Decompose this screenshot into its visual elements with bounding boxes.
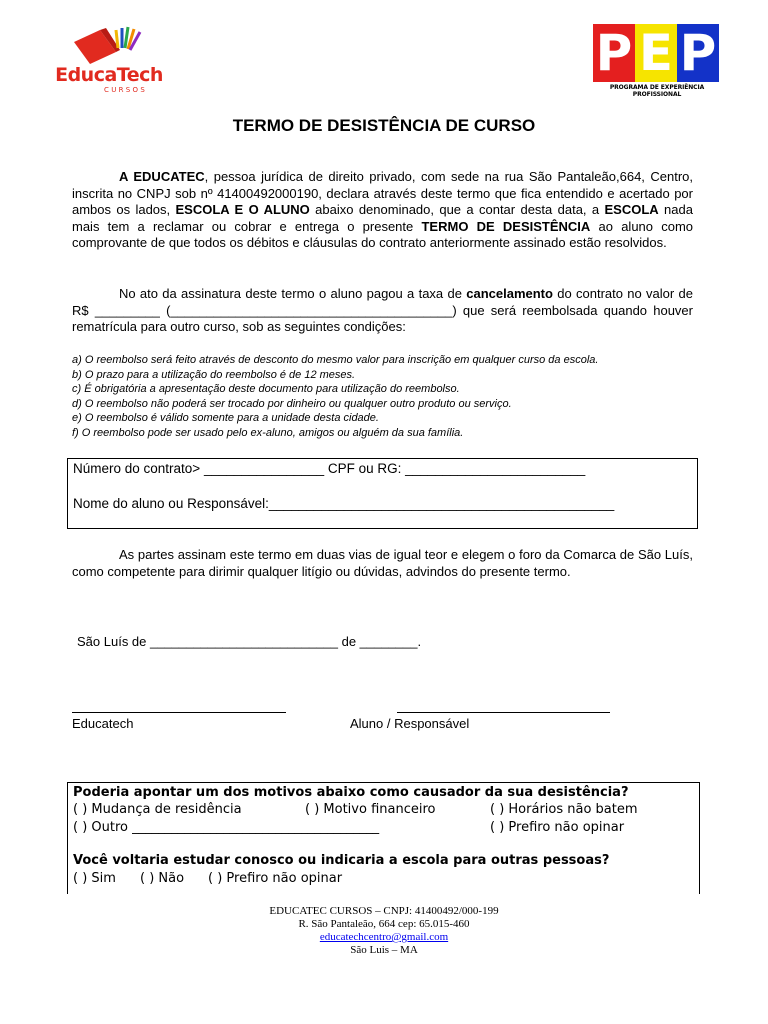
logo-name: EducaTech (55, 64, 163, 86)
option-schedule[interactable]: ( ) Horários não batem (490, 802, 638, 817)
date-line[interactable]: São Luís de __________________________ de ________. (77, 634, 422, 649)
signature-label-student: Aluno / Responsável (350, 716, 470, 731)
signature-line-student[interactable] (397, 712, 610, 713)
option-no-opinion[interactable]: ( ) Prefiro não opinar (490, 820, 625, 835)
survey-box (67, 782, 700, 894)
condition-item: a) O reembolso será feito através de desconto do mesmo valor para inscrição em qualquer curso da escola. (72, 354, 599, 366)
footer-company: EDUCATEC CURSOS – CNPJ: 41400492/000-199 (269, 905, 499, 917)
option-no[interactable]: ( ) Não (140, 871, 185, 886)
conditions-list (72, 353, 712, 441)
pep-subtitle: PROGRAMA DE EXPERIÊNCIA PROFISSIONAL (609, 84, 705, 98)
option-financial[interactable]: ( ) Motivo financeiro (305, 802, 436, 817)
footer-city: São Luis – MA (350, 944, 418, 956)
pep-letter-p: P (593, 24, 635, 82)
option-other[interactable]: ( ) Outro ______________________________________ (73, 820, 380, 835)
student-name-field[interactable]: Nome do aluno ou Responsável:______________________________________________ (73, 496, 615, 511)
survey-question-reason: Poderia apontar um dos motivos abaixo como causador da sua desistência? (73, 785, 629, 800)
contract-info-box (67, 458, 698, 529)
condition-item: f) O reembolso pode ser usado pelo ex-aluno, amigos ou alguém da sua família. (72, 426, 464, 439)
signature-label-educatech: Educatech (72, 716, 134, 731)
contract-number-field[interactable]: Número do contrato> ________________ CPF ou RG: ________________________ (73, 461, 586, 476)
survey-question-return: Você voltaria estudar conosco ou indicaria a escola para outras pessoas? (73, 853, 610, 868)
pep-logo (591, 24, 721, 96)
condition-item: e) O reembolso é válido somente para a unidade desta cidade. (72, 412, 379, 425)
footer-email-link[interactable]: educatechcentro@gmail.com (319, 931, 449, 943)
footer-address: R. São Pantaleão, 664 cep: 65.015-460 (298, 918, 470, 930)
educatech-logo (44, 22, 174, 98)
paragraph-fee: No ato da assinatura deste termo o aluno pagou a taxa de cancelamento do contrato no valor de R$ _________ (_______________________________________) que será reembolsada quando houver rematrícula para outro curso, sob as seguintes condições: (72, 286, 694, 334)
paragraph-declaration: A EDUCATEC, pessoa jurídica de direito privado, com sede na rua São Pantaleão,664, Centro, inscrita no CNPJ sob nº 41400492000190, declara através deste termo que fica entendido e acertado por ambos os lados, ESCOLA E O ALUNO abaixo denominado, que a contar desta data, a ESCOLA nada mais tem a reclamar ou cobrar e entrega o presente TERMO DE DESISTÊNCIA ao aluno como comprovante de que todos os débitos e cláusulas do contrato anteriormente assinado estão resolvidos. (72, 169, 694, 250)
paragraph-agreement: As partes assinam este termo em duas vias de igual teor e elegem o foro da Comarca de São Luís, como competente para dirimir qualquer litígio ou dúvidas, advindos do presente termo. (72, 547, 693, 579)
pep-letter-p2: P (677, 24, 719, 82)
condition-item: b) O prazo para a utilização do reembolso é de 12 meses. (72, 368, 356, 381)
option-no-opinion-2[interactable]: ( ) Prefiro não opinar (208, 871, 343, 886)
document-title: TERMO DE DESISTÊNCIA DE CURSO (232, 116, 536, 135)
option-moved[interactable]: ( ) Mudança de residência (73, 802, 242, 817)
footer (0, 905, 768, 957)
pep-letter-e: E (635, 24, 677, 82)
option-yes[interactable]: ( ) Sim (73, 871, 116, 886)
signature-line-educatech[interactable] (72, 712, 286, 713)
condition-item: c) É obrigatória a apresentação deste documento para utilização do reembolso. (72, 383, 460, 396)
logo-tagline: CURSOS (104, 86, 148, 94)
book-logo-icon (70, 22, 150, 64)
condition-item: d) O reembolso não poderá ser trocado por dinheiro ou qualquer outro produto ou serviço. (72, 397, 512, 410)
